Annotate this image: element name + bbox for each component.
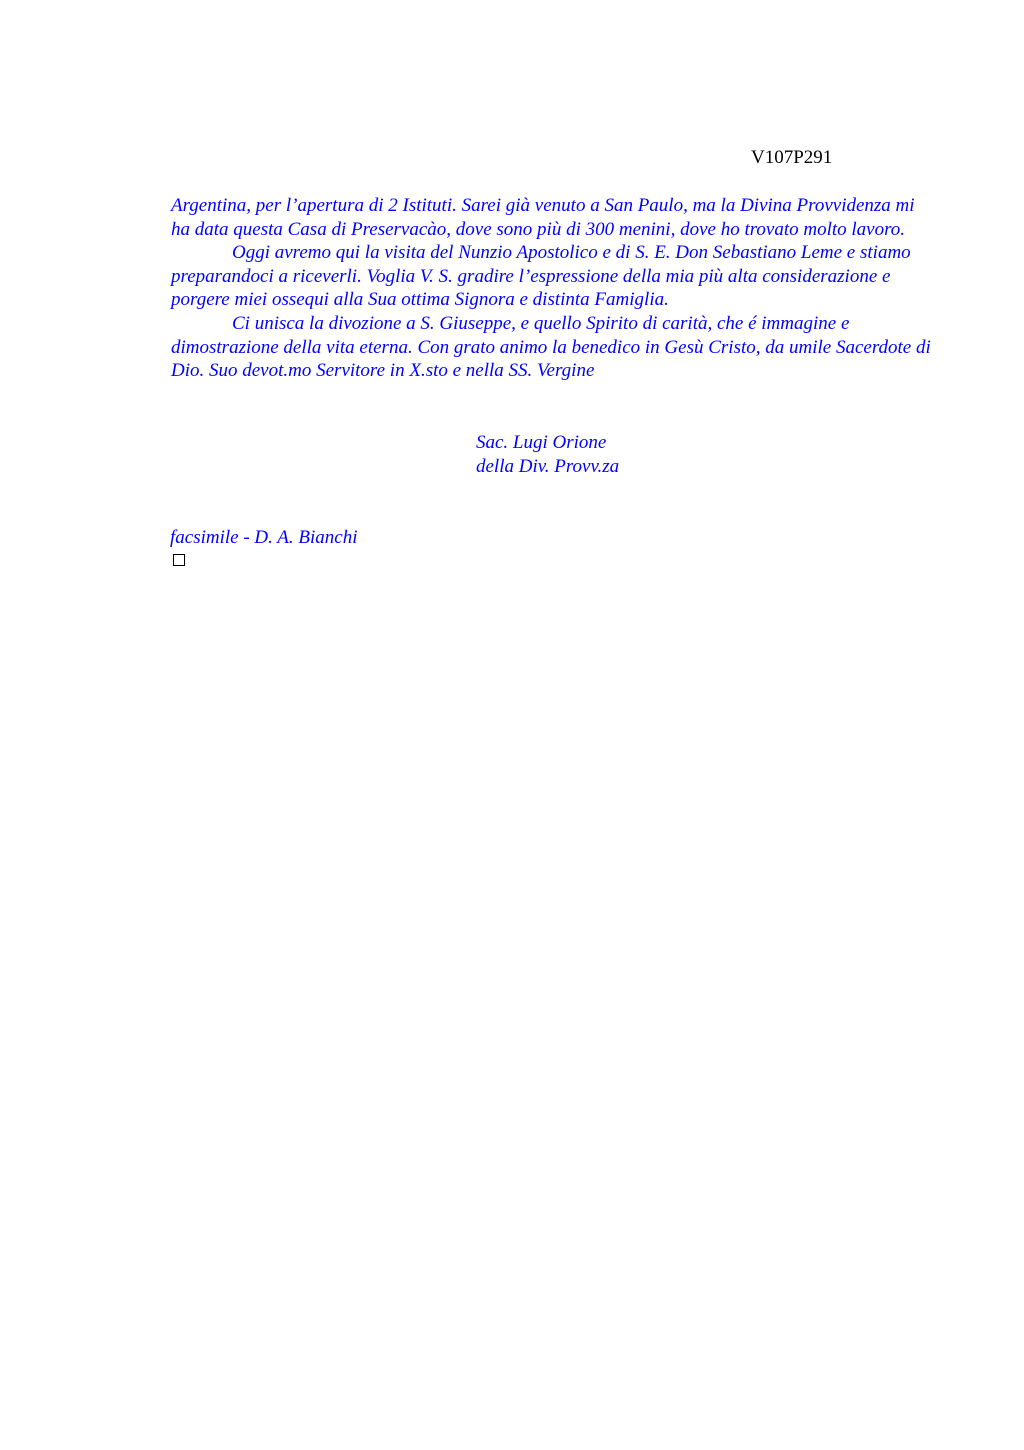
signature-title: della Div. Provv.za	[476, 456, 620, 477]
page-reference: V107P291	[751, 147, 833, 168]
signature-block	[476, 431, 619, 479]
paragraph-1: Argentina, per l’apertura di 2 Istituti. Sarei già venuto a San Paulo, ma la Divina Provvidenza mi ha data questa Casa di Preservacào, dove sono più di 300 menini, dove ho trovato molto lavoro.	[171, 195, 915, 240]
paragraph-2: Oggi avremo qui la visita del Nunzio Apostolico e di S. E. Don Sebastiano Leme e stiamo preparandoci a riceverli. Voglia V. S. gradire l’espressione della mia più alta considerazione e porgere miei ossequi alla Sua ottima Signora e distinta Famiglia.	[171, 242, 911, 311]
checkbox-glyph	[173, 554, 185, 566]
paragraph-3: Ci unisca la divozione a S. Giuseppe, e quello Spirito di carità, che é immagine e dimostrazione della vita eterna. Con grato animo la benedico in Gesù Cristo, da umile Sacerdote di Dio. Suo devot.mo Servitore in X.sto e nella SS. Vergine	[171, 312, 931, 382]
letter-body	[171, 194, 931, 383]
facsimile-note: facsimile - D. A. Bianchi	[170, 527, 358, 548]
signature-name: Sac. Lugi Orione	[476, 432, 607, 453]
